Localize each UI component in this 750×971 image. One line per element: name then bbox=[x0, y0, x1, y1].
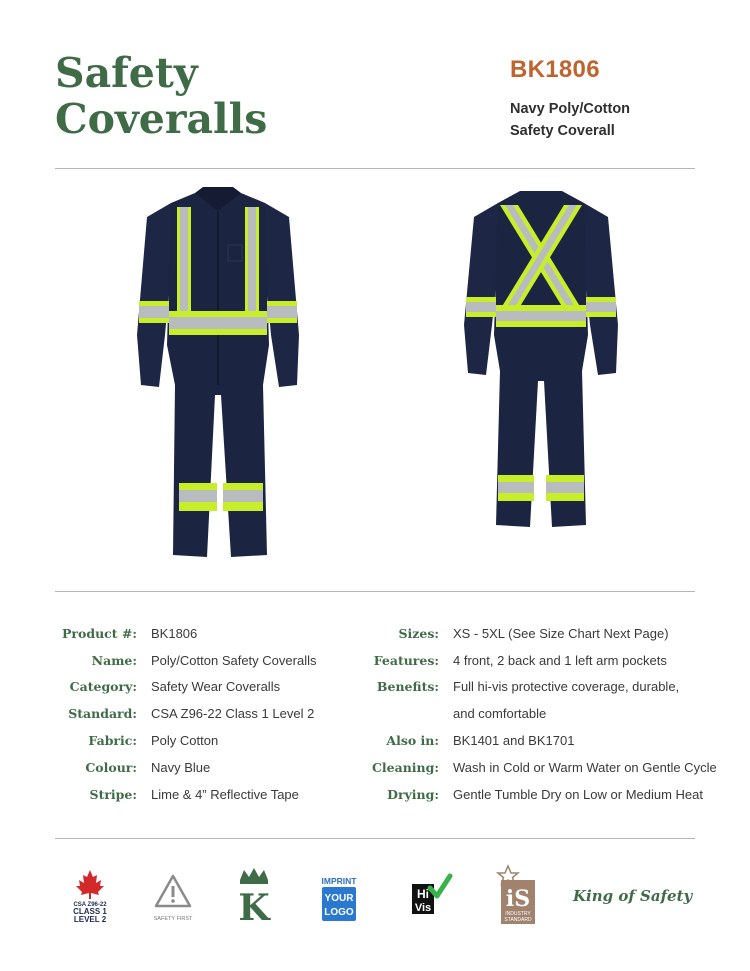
spec-value: Poly Cotton bbox=[151, 733, 219, 749]
spec-row-features bbox=[347, 647, 693, 674]
spec-value: Wash in Cold or Warm Water on Gentle Cycle bbox=[453, 759, 717, 775]
king-k-logo bbox=[232, 862, 276, 926]
spec-row-name bbox=[55, 647, 351, 674]
product-subtitle bbox=[510, 98, 710, 142]
spec-label: Fabric: bbox=[88, 733, 137, 749]
spec-label: Cleaning: bbox=[371, 759, 439, 775]
spec-row-sizes bbox=[347, 620, 693, 647]
industry-standard-logo bbox=[493, 862, 541, 926]
spec-label: Category: bbox=[69, 679, 137, 695]
spec-value: Gentle Tumble Dry on Low or Medium Heat bbox=[453, 786, 703, 802]
hi-vis-vis: Vis bbox=[414, 902, 432, 914]
spec-value: BK1401 and BK1701 bbox=[453, 733, 575, 749]
spec-value: 4 front, 2 back and 1 left arm pockets bbox=[453, 652, 667, 668]
spec-label: Standard: bbox=[68, 706, 137, 722]
spec-label: Features: bbox=[373, 652, 439, 668]
spec-value: Navy Blue bbox=[151, 759, 211, 775]
subtitle-line-1: Navy Poly/Cotton bbox=[510, 101, 631, 117]
spec-label: Product #: bbox=[62, 625, 137, 641]
spec-row-drying bbox=[347, 781, 703, 808]
page-title bbox=[55, 50, 267, 142]
csa-class1-level2-logo bbox=[65, 862, 115, 926]
title-line-2: Coveralls bbox=[55, 95, 268, 143]
divider-middle bbox=[55, 591, 695, 592]
spec-row-colour bbox=[55, 754, 351, 781]
spec-label: Sizes: bbox=[398, 625, 439, 641]
product-code: BK1806 bbox=[510, 56, 600, 83]
spec-value: Poly/Cotton Safety Coveralls bbox=[151, 652, 317, 668]
imprint-line-3: LOGO bbox=[324, 907, 354, 918]
spec-label: Colour: bbox=[85, 759, 137, 775]
spec-value: BK1806 bbox=[151, 625, 198, 641]
maple-leaf-icon bbox=[76, 870, 104, 899]
certification-logos bbox=[60, 862, 700, 928]
csa-line-2: CLASS 1 bbox=[73, 907, 107, 916]
spec-label: Stripe: bbox=[89, 786, 137, 802]
spec-row-product bbox=[55, 620, 351, 647]
spec-label: Drying: bbox=[387, 786, 439, 802]
hi-vis-logo bbox=[406, 862, 454, 926]
k-letter: K bbox=[238, 887, 270, 926]
specs-left-column bbox=[55, 620, 351, 808]
spec-value: XS - 5XL (See Size Chart Next Page) bbox=[453, 625, 669, 641]
spec-value: Safety Wear Coveralls bbox=[151, 679, 281, 695]
crown-icon bbox=[240, 868, 268, 880]
brand-king-of-safety: King of Safety bbox=[573, 887, 693, 905]
coverall-back-image bbox=[462, 185, 620, 535]
spec-row-benefits-cont bbox=[347, 700, 693, 727]
industry-is: iS bbox=[505, 886, 531, 912]
spec-value: Lime & 4” Reflective Tape bbox=[151, 786, 299, 802]
spec-row-stripe bbox=[55, 781, 351, 808]
industry-line-1: INDUSTRY bbox=[505, 911, 531, 917]
spec-row-category bbox=[55, 674, 351, 701]
coverall-front-image bbox=[133, 185, 303, 565]
spec-row-cleaning bbox=[347, 754, 717, 781]
divider-top bbox=[55, 168, 695, 169]
spec-row-also-in bbox=[347, 727, 693, 754]
specs-right-column bbox=[347, 620, 717, 808]
safety-first-logo bbox=[148, 862, 198, 926]
imprint-your-logo-badge bbox=[317, 862, 361, 926]
spec-row-fabric bbox=[55, 727, 351, 754]
hi-vis-hi: Hi bbox=[417, 887, 429, 901]
csa-line-3: LEVEL 2 bbox=[73, 915, 107, 924]
spec-row-benefits bbox=[347, 674, 693, 701]
spec-row-standard bbox=[55, 700, 351, 727]
imprint-line-2: YOUR bbox=[324, 893, 354, 904]
spec-label: Benefits: bbox=[376, 679, 439, 695]
spec-label: Name: bbox=[91, 652, 137, 668]
spec-value: CSA Z96-22 Class 1 Level 2 bbox=[151, 706, 315, 722]
divider-bottom bbox=[55, 838, 695, 839]
industry-line-2: STANDARD bbox=[504, 917, 532, 923]
spec-value: Full hi-vis protective coverage, durable, bbox=[453, 679, 680, 695]
imprint-line-1: IMPRINT bbox=[321, 876, 357, 886]
spec-label: Also in: bbox=[386, 733, 439, 749]
title-line-1: Safety bbox=[55, 49, 198, 97]
csa-line-1: CSA Z96-22 bbox=[73, 902, 107, 908]
subtitle-line-2: Safety Coverall bbox=[510, 123, 615, 139]
safety-first-text: SAFETY FIRST bbox=[153, 916, 193, 922]
spec-value: and comfortable bbox=[453, 706, 547, 722]
